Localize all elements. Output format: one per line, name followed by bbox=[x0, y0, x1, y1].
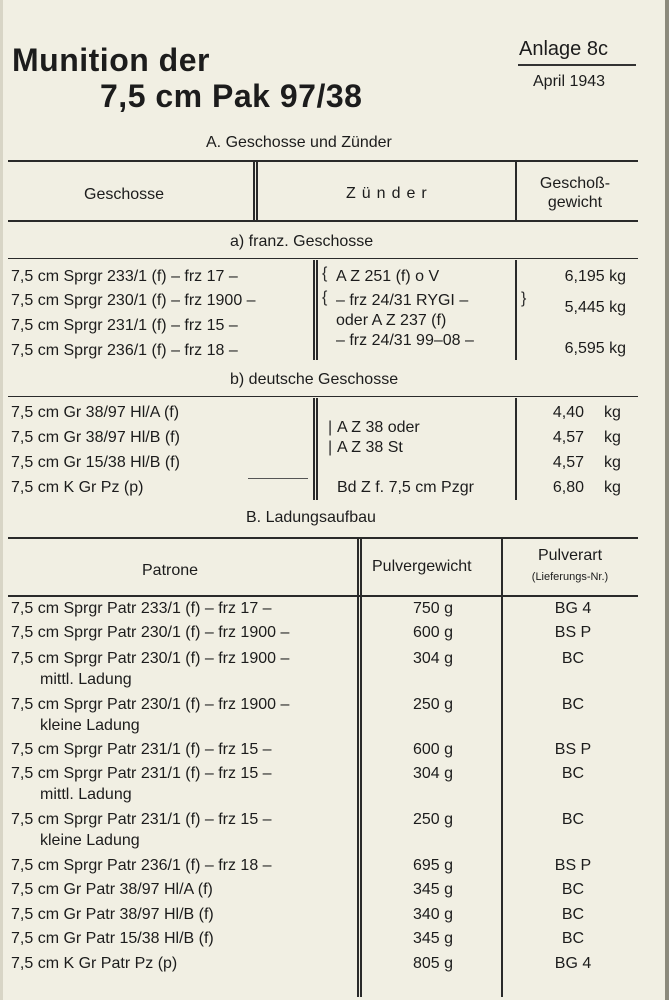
charge-row-powder-type: BS P bbox=[554, 624, 592, 641]
charge-row-cartridge-note: mittl. Ladung bbox=[40, 786, 132, 803]
charge-row-powder-type: BC bbox=[561, 765, 585, 782]
french-weight-3: 6,595 kg bbox=[564, 340, 626, 357]
charge-row-powder-weight: 600 g bbox=[412, 741, 454, 758]
charge-row-cartridge: 7,5 cm Sprgr Patr 233/1 (f) – frz 17 – bbox=[11, 600, 272, 617]
charge-row-powder-weight: 304 g bbox=[412, 765, 454, 782]
table-b-divider-2 bbox=[501, 539, 503, 997]
german-fuze-line-1: A Z 38 oder bbox=[337, 419, 420, 436]
header-divider-1 bbox=[253, 162, 258, 220]
table-b-top-rule bbox=[8, 537, 638, 539]
charge-row-powder-weight: 695 g bbox=[412, 857, 454, 874]
charge-row-cartridge-note: kleine Ladung bbox=[40, 832, 140, 849]
german-weight-value-2: 4,57 bbox=[552, 429, 584, 446]
annex-label: Anlage 8c bbox=[519, 38, 608, 60]
charge-row-powder-type: BC bbox=[561, 906, 585, 923]
charge-row-powder-weight: 600 g bbox=[412, 624, 454, 641]
group-french-title: a) franz. Geschosse bbox=[230, 233, 374, 250]
header-fuze: Zünder bbox=[346, 185, 433, 202]
header-weight-line2: gewicht bbox=[547, 194, 603, 211]
table-b-divider-1 bbox=[357, 539, 362, 997]
charge-row-cartridge-note: mittl. Ladung bbox=[40, 671, 132, 688]
charge-row-powder-type: BS P bbox=[554, 741, 592, 758]
charge-row-cartridge: 7,5 cm Sprgr Patr 231/1 (f) – frz 15 – bbox=[11, 765, 272, 782]
german-weight-divider bbox=[515, 398, 517, 500]
group-german-title: b) deutsche Geschosse bbox=[230, 371, 399, 388]
header-powder-type: Pulverart bbox=[537, 547, 603, 564]
table-b-header-rule bbox=[8, 595, 638, 597]
charge-row-powder-weight: 304 g bbox=[412, 650, 454, 667]
german-fuze-divider bbox=[313, 398, 318, 500]
german-weight-unit-4: kg bbox=[604, 479, 621, 496]
charge-row-powder-weight: 250 g bbox=[412, 696, 454, 713]
charge-row-powder-type: BC bbox=[561, 650, 585, 667]
charge-row-powder-type: BC bbox=[561, 881, 585, 898]
french-projectile-3: 7,5 cm Sprgr 231/1 (f) – frz 15 – bbox=[11, 317, 238, 334]
charge-row-powder-type: BG 4 bbox=[554, 600, 592, 617]
charge-row-cartridge: 7,5 cm K Gr Patr Pz (p) bbox=[11, 955, 178, 972]
charge-row-powder-type: BC bbox=[561, 930, 585, 947]
document-date: April 1943 bbox=[533, 73, 606, 90]
french-fuze-line-2: – frz 24/31 RYGI – bbox=[336, 292, 469, 309]
charge-row-cartridge: 7,5 cm Sprgr Patr 236/1 (f) – frz 18 – bbox=[11, 857, 272, 874]
charge-row-cartridge: 7,5 cm Sprgr Patr 230/1 (f) – frz 1900 – bbox=[11, 650, 290, 667]
french-projectile-2: 7,5 cm Sprgr 230/1 (f) – frz 1900 – bbox=[11, 292, 256, 309]
french-weight-brace: } bbox=[521, 290, 527, 307]
charge-row-cartridge-note: kleine Ladung bbox=[40, 717, 140, 734]
charge-row-cartridge: 7,5 cm Gr Patr 38/97 Hl/B (f) bbox=[11, 906, 214, 923]
charge-row-powder-weight: 345 g bbox=[412, 930, 454, 947]
french-weight-1: 6,195 kg bbox=[564, 268, 626, 285]
group-german-rule bbox=[8, 396, 638, 397]
charge-row-cartridge: 7,5 cm Gr Patr 15/38 Hl/B (f) bbox=[11, 930, 214, 947]
french-weight-divider bbox=[515, 260, 517, 360]
charge-row-powder-weight: 250 g bbox=[412, 811, 454, 828]
header-projectile: Geschosse bbox=[84, 186, 165, 203]
french-fuze-brace-left: { { bbox=[322, 265, 328, 306]
german-projectile-2: 7,5 cm Gr 38/97 Hl/B (f) bbox=[11, 429, 180, 446]
charge-row-powder-weight: 750 g bbox=[412, 600, 454, 617]
german-weight-value-1: 4,40 bbox=[552, 404, 584, 421]
charge-row-powder-type: BG 4 bbox=[554, 955, 592, 972]
charge-row-powder-weight: 805 g bbox=[412, 955, 454, 972]
german-fuze-line-2: A Z 38 St bbox=[337, 439, 403, 456]
german-fuze-line-3: Bd Z f. 7,5 cm Pzgr bbox=[337, 479, 474, 496]
annex-underline bbox=[518, 64, 636, 66]
charge-row-cartridge: 7,5 cm Sprgr Patr 230/1 (f) – frz 1900 – bbox=[11, 696, 290, 713]
german-projectile-3: 7,5 cm Gr 15/38 Hl/B (f) bbox=[11, 454, 180, 471]
german-projectile-4: 7,5 cm K Gr Pz (p) bbox=[11, 479, 144, 496]
page-edge-left bbox=[0, 0, 3, 1000]
header-cartridge: Patrone bbox=[142, 562, 199, 579]
french-weight-2: 5,445 kg bbox=[564, 299, 626, 316]
header-powder-type-sub: (Lieferungs-Nr.) bbox=[531, 571, 609, 583]
header-powder-weight: Pulvergewicht bbox=[372, 558, 472, 575]
document-title-line1: Munition der bbox=[12, 42, 210, 78]
charge-row-cartridge: 7,5 cm Sprgr Patr 230/1 (f) – frz 1900 – bbox=[11, 624, 290, 641]
german-weight-unit-2: kg bbox=[604, 429, 621, 446]
german-weight-unit-3: kg bbox=[604, 454, 621, 471]
scribble-mark bbox=[248, 478, 308, 479]
table-a-top-rule bbox=[8, 160, 638, 162]
charge-row-cartridge: 7,5 cm Sprgr Patr 231/1 (f) – frz 15 – bbox=[11, 811, 272, 828]
french-fuze-line-3: oder A Z 237 (f) bbox=[336, 312, 447, 329]
german-fuze-brace: | | bbox=[328, 419, 333, 456]
charge-row-cartridge: 7,5 cm Sprgr Patr 231/1 (f) – frz 15 – bbox=[11, 741, 272, 758]
french-projectile-4: 7,5 cm Sprgr 236/1 (f) – frz 18 – bbox=[11, 342, 238, 359]
section-b-title: B. Ladungsaufbau bbox=[246, 509, 376, 526]
document-title-line2: 7,5 cm Pak 97/38 bbox=[100, 78, 363, 114]
table-a-header-rule bbox=[8, 220, 638, 222]
french-fuze-line-4: – frz 24/31 99–08 – bbox=[336, 332, 474, 349]
charge-row-powder-type: BC bbox=[561, 696, 585, 713]
german-weight-value-4: 6,80 bbox=[552, 479, 584, 496]
german-weight-value-3: 4,57 bbox=[552, 454, 584, 471]
german-projectile-1: 7,5 cm Gr 38/97 Hl/A (f) bbox=[11, 404, 180, 421]
french-projectile-1: 7,5 cm Sprgr 233/1 (f) – frz 17 – bbox=[11, 268, 238, 285]
french-fuze-line-1: A Z 251 (f) o V bbox=[336, 268, 440, 285]
header-divider-2 bbox=[515, 162, 517, 220]
section-a-title: A. Geschosse und Zünder bbox=[206, 134, 392, 151]
french-fuze-divider bbox=[313, 260, 318, 360]
page-edge-right bbox=[665, 0, 669, 1000]
charge-row-cartridge: 7,5 cm Gr Patr 38/97 Hl/A (f) bbox=[11, 881, 213, 898]
charge-row-powder-type: BC bbox=[561, 811, 585, 828]
header-weight-line1: Geschoß- bbox=[539, 175, 611, 192]
group-french-rule bbox=[8, 258, 638, 259]
charge-row-powder-weight: 345 g bbox=[412, 881, 454, 898]
german-weight-unit-1: kg bbox=[604, 404, 621, 421]
charge-row-powder-type: BS P bbox=[554, 857, 592, 874]
charge-row-powder-weight: 340 g bbox=[412, 906, 454, 923]
